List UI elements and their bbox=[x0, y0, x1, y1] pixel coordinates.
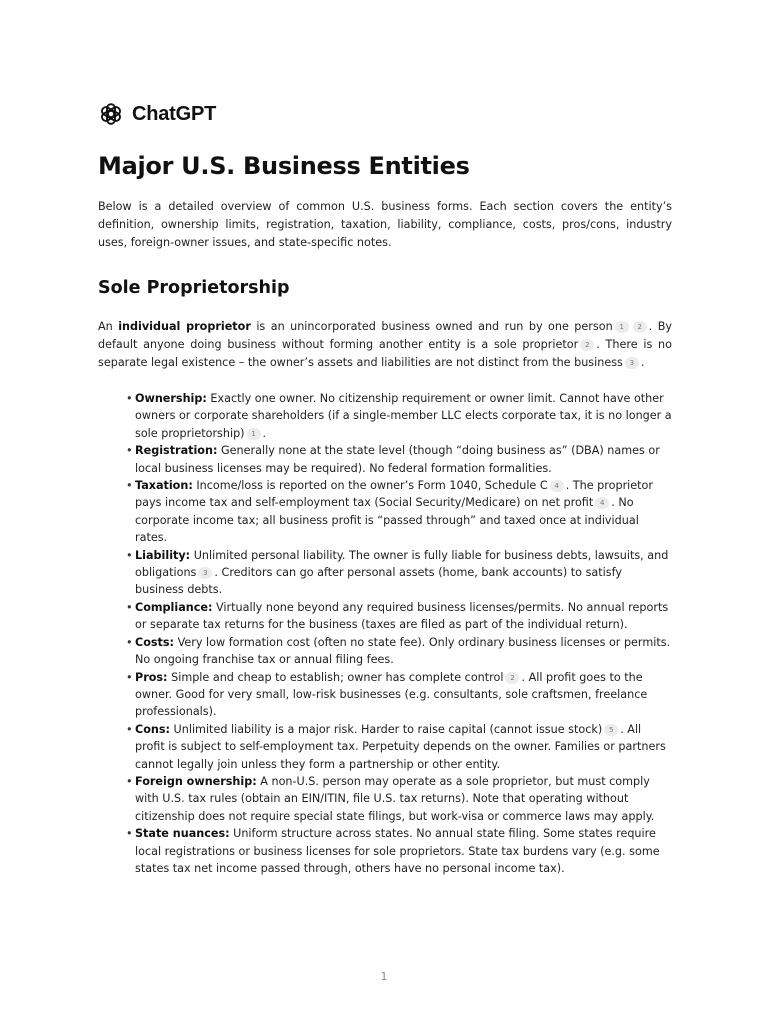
page-title: Major U.S. Business Entities bbox=[98, 152, 470, 180]
citation-badge[interactable]: 2 bbox=[505, 672, 519, 684]
bullet-cons: • Cons: Unlimited liability is a major risk. Harder to raise capital (cannot issue stock) 5 . All profit is subject to self-employment tax. Perpetuity depends on the owner. Families or partners cannot legally join unless they form a partnership or other entity. bbox=[126, 721, 672, 773]
bullet-liability: • Liability: Unlimited personal liability. The owner is fully liable for business debts, lawsuits, and obligations 3 . Creditors can go after personal assets (home, bank accounts) to satisfy business debts. bbox=[126, 547, 672, 599]
citation-badge[interactable]: 3 bbox=[625, 357, 639, 369]
bullet-foreign-ownership: • Foreign ownership: A non-U.S. person may operate as a sole proprietor, but must comply with U.S. tax rules (obtain an EIN/ITIN, file U.S. tax returns). Note that operating without citizenship does not require special state filings, but work-visa or commerce laws may apply. bbox=[126, 773, 672, 825]
bullet-pros: • Pros: Simple and cheap to establish; owner has complete control 2 . All profit goes to the owner. Good for very small, low-risk businesses (e.g. consultants, sole craftsmen, freelance professionals). bbox=[126, 669, 672, 721]
citation-badge[interactable]: 4 bbox=[550, 480, 564, 492]
section-heading: Sole Proprietorship bbox=[98, 278, 290, 298]
citation-badge[interactable]: 1 bbox=[247, 428, 261, 440]
bullet-taxation: • Taxation: Income/loss is reported on the owner’s Form 1040, Schedule C 4 . The proprietor pays income tax and self-employment tax (Social Security/Medicare) on net profit 4 . No corporate income tax; all business profit is “passed through” and taxed once at individual rates. bbox=[126, 477, 672, 547]
bullet-ownership: • Ownership: Exactly one owner. No citizenship requirement or owner limit. Cannot have other owners or corporate shareholders (if a single-member LLC elects corporate tax, it is no longer a sole proprietorship) 1 . bbox=[126, 390, 672, 442]
bullet-registration: • Registration: Generally none at the state level (though “doing business as” (DBA) names or local business licenses may be required). No federal formation formalities. bbox=[126, 442, 672, 477]
bullet-compliance: • Compliance: Virtually none beyond any required business licenses/permits. No annual reports or separate tax returns for the business (taxes are filed as part of the individual return). bbox=[126, 599, 672, 634]
citation-badge[interactable]: 1 bbox=[615, 321, 629, 333]
citation-badge[interactable]: 5 bbox=[604, 724, 618, 736]
citation-badge[interactable]: 4 bbox=[595, 497, 609, 509]
intro-paragraph: Below is a detailed overview of common U.S. business forms. Each section covers the entity’s definition, ownership limits, registration, taxation, liability, compliance, costs, pros/cons, industry uses, foreign-owner issues, and state-specific notes. bbox=[98, 200, 672, 249]
citation-badge[interactable]: 3 bbox=[198, 567, 212, 579]
lead-bold-term: individual proprietor bbox=[118, 320, 251, 333]
brand-name: ChatGPT bbox=[132, 102, 217, 125]
citation-badge[interactable]: 2 bbox=[633, 321, 647, 333]
document-page bbox=[98, 100, 672, 877]
bullet-state-nuances: • State nuances: Uniform structure across states. No annual state filing. Some states require local registrations or business licenses for sole proprietors. State tax burdens vary (e.g. some states tax net income passed through, others have no personal income tax). bbox=[126, 825, 672, 877]
lead-paragraph: An individual proprietor is an unincorporated business owned and run by one person 1 2 . By default anyone doing business without forming another entity is a sole proprietor 2 . There is no separate legal existence – the owner’s assets and liabilities are not distinct from the business 3 . bbox=[98, 320, 672, 369]
brand-header bbox=[98, 100, 672, 128]
citation-badge[interactable]: 2 bbox=[580, 339, 594, 351]
page-number: 1 bbox=[380, 970, 388, 983]
openai-logo-icon bbox=[98, 101, 124, 127]
bullet-costs: • Costs: Very low formation cost (often no state fee). Only ordinary business licenses or permits. No ongoing franchise tax or annual filing fees. bbox=[126, 634, 672, 669]
bullet-list bbox=[126, 390, 672, 877]
